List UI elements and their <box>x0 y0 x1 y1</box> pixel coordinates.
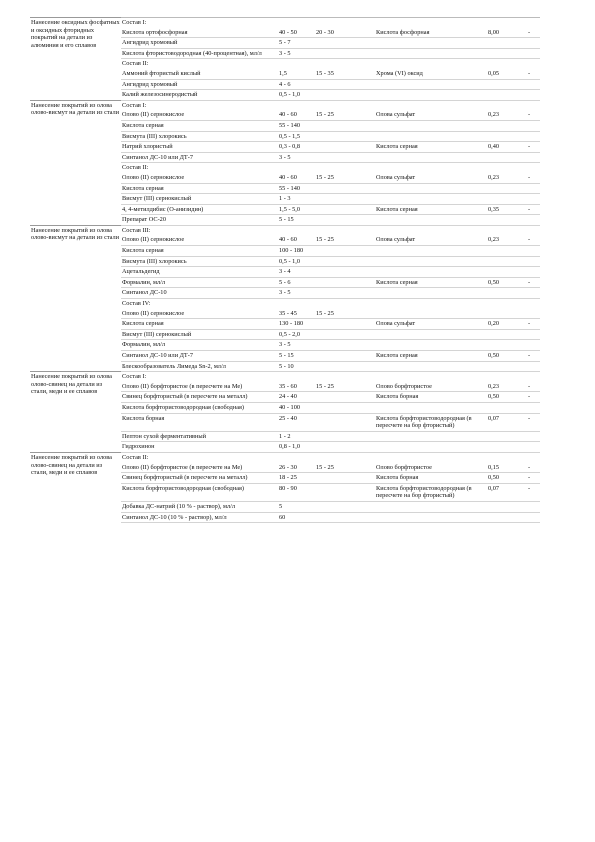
extra-dash <box>527 512 540 523</box>
emitted-substance <box>375 79 482 90</box>
substance-concentration <box>482 246 527 257</box>
chemical-quantity: 0,5 - 1,5 <box>278 131 315 142</box>
composition-heading-row <box>30 100 540 110</box>
substance-concentration: 0,15 <box>482 463 527 473</box>
composition-heading: Состав III: <box>121 225 540 235</box>
chemical-name: Кислота серная <box>121 246 278 257</box>
chemical-name: Олово (II) сернокислое <box>121 235 278 245</box>
chemical-quantity: 80 - 90 <box>278 483 315 501</box>
emitted-substance <box>375 38 482 49</box>
bath-temperature <box>315 120 375 131</box>
bath-temperature <box>315 442 375 453</box>
extra-dash: - <box>527 235 540 245</box>
emitted-substance: Кислота серная <box>375 204 482 215</box>
emitted-substance: Кислота борная <box>375 392 482 403</box>
bath-temperature <box>315 131 375 142</box>
extra-dash <box>527 194 540 205</box>
chemical-name: Висмут (III) сернокислый <box>121 329 278 340</box>
extra-dash <box>527 152 540 163</box>
emitted-substance <box>375 183 482 194</box>
chemical-name: 4, 4-метилдибис (О-анизидин) <box>121 204 278 215</box>
chemical-quantity: 26 - 30 <box>278 463 315 473</box>
composition-heading: Состав I: <box>121 100 540 110</box>
chemical-name: Кислота фтористоводородная (40-процентная), мл/л <box>121 48 278 59</box>
composition-heading-row <box>30 452 540 462</box>
extra-dash <box>527 79 540 90</box>
substance-concentration: 8,00 <box>482 28 527 38</box>
emitted-substance <box>375 442 482 453</box>
extra-dash: - <box>527 382 540 392</box>
chemical-quantity: 24 - 40 <box>278 392 315 403</box>
chemical-name: Формалин, мл/л <box>121 277 278 288</box>
emitted-substance: Кислота борфтористоводородная (в пересчете на бор фтористый) <box>375 413 482 431</box>
substance-concentration <box>482 309 527 319</box>
extra-dash <box>527 38 540 49</box>
chemical-name: Кислота борная <box>121 413 278 431</box>
chemical-name: Добавка ДС-натрий (10 % - раствор), мл/л <box>121 501 278 512</box>
extra-dash: - <box>527 204 540 215</box>
chemical-quantity: 35 - 45 <box>278 309 315 319</box>
bath-temperature <box>315 48 375 59</box>
composition-heading: Состав I: <box>121 18 540 28</box>
bath-temperature <box>315 473 375 484</box>
bath-temperature <box>315 288 375 299</box>
bath-temperature <box>315 277 375 288</box>
emitted-substance: Олова сульфат <box>375 319 482 330</box>
emitted-substance <box>375 90 482 101</box>
operation-cell: Нанесение оксидных фосфатных и оксидных фторидных покрытий на детали из алюминия и его сплавов <box>30 18 121 101</box>
substance-concentration <box>482 512 527 523</box>
chemical-name: Кислота борфтористоводородная (свободная) <box>121 483 278 501</box>
substance-concentration <box>482 38 527 49</box>
emitted-substance <box>375 402 482 413</box>
extra-dash <box>527 131 540 142</box>
substance-concentration: 0,23 <box>482 110 527 120</box>
substance-concentration <box>482 442 527 453</box>
emitted-substance: Кислота серная <box>375 351 482 362</box>
bath-temperature: 15 - 25 <box>315 235 375 245</box>
emitted-substance: Кислота борная <box>375 473 482 484</box>
substance-concentration: 0,07 <box>482 483 527 501</box>
substance-concentration: 0,50 <box>482 277 527 288</box>
bath-temperature <box>315 501 375 512</box>
emitted-substance: Кислота серная <box>375 142 482 153</box>
bath-temperature <box>315 402 375 413</box>
substance-concentration: 0,07 <box>482 413 527 431</box>
chemical-name: Ацетальдегид <box>121 267 278 278</box>
chemical-name: Синтанол ДС-10 или ДТ-7 <box>121 351 278 362</box>
chemical-name: Кислота борфтористоводородная (свободная) <box>121 402 278 413</box>
extra-dash <box>527 431 540 442</box>
chemical-quantity: 40 - 60 <box>278 235 315 245</box>
chemical-quantity: 4 - 6 <box>278 79 315 90</box>
substance-concentration: 0,20 <box>482 319 527 330</box>
substance-concentration <box>482 402 527 413</box>
bath-temperature <box>315 413 375 431</box>
chemical-name: Висмута (III) хлорокись <box>121 131 278 142</box>
emitted-substance <box>375 512 482 523</box>
substance-concentration: 0,50 <box>482 392 527 403</box>
chemical-quantity: 100 - 180 <box>278 246 315 257</box>
process-table <box>30 17 540 523</box>
extra-dash: - <box>527 319 540 330</box>
chemical-name: Свинец борфтористый (в пересчете на металл) <box>121 392 278 403</box>
emitted-substance <box>375 309 482 319</box>
substance-concentration <box>482 90 527 101</box>
extra-dash: - <box>527 69 540 79</box>
substance-concentration <box>482 329 527 340</box>
emitted-substance: Олова сульфат <box>375 110 482 120</box>
chemical-quantity: 0,5 - 1,0 <box>278 90 315 101</box>
substance-concentration: 0,23 <box>482 382 527 392</box>
chemical-quantity: 1 - 3 <box>278 194 315 205</box>
extra-dash: - <box>527 483 540 501</box>
chemical-name: Олово (II) борфтористое (в пересчете на Ме) <box>121 382 278 392</box>
emitted-substance <box>375 267 482 278</box>
emitted-substance: Кислота фосфорная <box>375 28 482 38</box>
substance-concentration: 0,50 <box>482 473 527 484</box>
extra-dash <box>527 442 540 453</box>
chemical-quantity: 3 - 5 <box>278 48 315 59</box>
chemical-name: Натрий хлористый <box>121 142 278 153</box>
bath-temperature <box>315 351 375 362</box>
bath-temperature <box>315 90 375 101</box>
substance-concentration <box>482 152 527 163</box>
chemical-quantity: 40 - 60 <box>278 110 315 120</box>
operation-cell: Нанесение покрытий из олова олово-висмут на детали из стали <box>30 225 121 371</box>
extra-dash <box>527 256 540 267</box>
bath-temperature: 20 - 30 <box>315 28 375 38</box>
chemical-quantity: 55 - 140 <box>278 183 315 194</box>
emitted-substance <box>375 340 482 351</box>
substance-concentration: 0,23 <box>482 235 527 245</box>
emitted-substance <box>375 501 482 512</box>
substance-concentration: 0,05 <box>482 69 527 79</box>
chemical-quantity: 0,8 - 1,0 <box>278 442 315 453</box>
extra-dash <box>527 501 540 512</box>
bath-temperature <box>315 329 375 340</box>
bath-temperature <box>315 194 375 205</box>
emitted-substance: Олова сульфат <box>375 235 482 245</box>
chemical-name: Ангидрид хромовый <box>121 79 278 90</box>
substance-concentration <box>482 361 527 372</box>
emitted-substance <box>375 329 482 340</box>
extra-dash: - <box>527 392 540 403</box>
extra-dash <box>527 246 540 257</box>
composition-heading-row <box>30 225 540 235</box>
bath-temperature: 15 - 25 <box>315 382 375 392</box>
chemical-quantity: 55 - 140 <box>278 120 315 131</box>
substance-concentration <box>482 256 527 267</box>
extra-dash: - <box>527 351 540 362</box>
substance-concentration <box>482 267 527 278</box>
extra-dash: - <box>527 142 540 153</box>
bath-temperature <box>315 392 375 403</box>
chemical-name: Кислота серная <box>121 183 278 194</box>
emitted-substance: Кислота серная <box>375 277 482 288</box>
emitted-substance: Олово борфтористое <box>375 463 482 473</box>
emitted-substance <box>375 431 482 442</box>
chemical-quantity: 1 - 2 <box>278 431 315 442</box>
substance-concentration: 0,40 <box>482 142 527 153</box>
substance-concentration <box>482 215 527 226</box>
operation-cell: Нанесение покрытий из олова олово-висмут на детали из стали <box>30 100 121 225</box>
chemical-quantity: 40 - 60 <box>278 173 315 183</box>
chemical-name: Калий железосинеродистый <box>121 90 278 101</box>
chemical-quantity: 1,5 - 5,0 <box>278 204 315 215</box>
chemical-name: Кислота серная <box>121 319 278 330</box>
extra-dash <box>527 90 540 101</box>
extra-dash: - <box>527 473 540 484</box>
chemical-quantity: 18 - 25 <box>278 473 315 484</box>
chemical-name: Блескообразователь Лимеда Sn-2, мл/л <box>121 361 278 372</box>
chemical-name: Ангидрид хромовый <box>121 38 278 49</box>
extra-dash <box>527 215 540 226</box>
emitted-substance <box>375 215 482 226</box>
chemical-quantity: 40 - 50 <box>278 28 315 38</box>
chemical-quantity: 25 - 40 <box>278 413 315 431</box>
chemical-name: Олово (II) сернокислое <box>121 309 278 319</box>
bath-temperature <box>315 79 375 90</box>
bath-temperature <box>315 361 375 372</box>
extra-dash: - <box>527 28 540 38</box>
chemical-quantity: 40 - 100 <box>278 402 315 413</box>
chemical-quantity: 5 - 10 <box>278 361 315 372</box>
bath-temperature <box>315 246 375 257</box>
composition-heading-row <box>30 18 540 28</box>
extra-dash <box>527 309 540 319</box>
extra-dash <box>527 402 540 413</box>
substance-concentration <box>482 183 527 194</box>
extra-dash: - <box>527 173 540 183</box>
bath-temperature: 15 - 25 <box>315 110 375 120</box>
bath-temperature <box>315 204 375 215</box>
chemical-quantity: 0,3 - 0,8 <box>278 142 315 153</box>
emitted-substance <box>375 256 482 267</box>
chemical-quantity: 0,5 - 2,0 <box>278 329 315 340</box>
emitted-substance <box>375 194 482 205</box>
substance-concentration: 0,35 <box>482 204 527 215</box>
bath-temperature <box>315 215 375 226</box>
chemical-quantity: 5 - 6 <box>278 277 315 288</box>
emitted-substance <box>375 152 482 163</box>
extra-dash: - <box>527 110 540 120</box>
composition-heading: Состав II: <box>121 59 540 69</box>
chemical-name: Свинец борфтористый (в пересчете на металл) <box>121 473 278 484</box>
extra-dash <box>527 120 540 131</box>
bath-temperature <box>315 267 375 278</box>
chemical-name: Висмута (III) хлорокись <box>121 256 278 267</box>
substance-concentration <box>482 288 527 299</box>
emitted-substance: Олово борфтористое <box>375 382 482 392</box>
bath-temperature <box>315 340 375 351</box>
bath-temperature <box>315 142 375 153</box>
extra-dash <box>527 340 540 351</box>
substance-concentration <box>482 340 527 351</box>
extra-dash <box>527 288 540 299</box>
substance-concentration: 0,50 <box>482 351 527 362</box>
emitted-substance: Кислота борфтористоводородная (в пересчете на бор фтористый) <box>375 483 482 501</box>
emitted-substance <box>375 288 482 299</box>
extra-dash <box>527 267 540 278</box>
chemical-name: Кислота ортофосфорная <box>121 28 278 38</box>
chemical-name: Синтанол ДС-10 (10 % - раствор), мл/л <box>121 512 278 523</box>
extra-dash <box>527 361 540 372</box>
composition-heading: Состав II: <box>121 163 540 173</box>
substance-concentration <box>482 120 527 131</box>
chemical-quantity: 5 - 15 <box>278 351 315 362</box>
bath-temperature: 15 - 25 <box>315 173 375 183</box>
bath-temperature <box>315 512 375 523</box>
bath-temperature <box>315 38 375 49</box>
emitted-substance <box>375 131 482 142</box>
composition-heading: Состав II: <box>121 452 540 462</box>
bath-temperature <box>315 319 375 330</box>
chemical-name: Препарат ОС-20 <box>121 215 278 226</box>
chemical-quantity: 5 - 15 <box>278 215 315 226</box>
chemical-quantity: 5 - 7 <box>278 38 315 49</box>
chemical-quantity: 3 - 5 <box>278 152 315 163</box>
emitted-substance <box>375 120 482 131</box>
bath-temperature: 15 - 25 <box>315 309 375 319</box>
substance-concentration <box>482 501 527 512</box>
substance-concentration <box>482 431 527 442</box>
chemical-quantity: 60 <box>278 512 315 523</box>
composition-heading: Состав I: <box>121 372 540 382</box>
chemical-name: Олово (II) сернокислое <box>121 110 278 120</box>
emitted-substance <box>375 246 482 257</box>
substance-concentration <box>482 79 527 90</box>
chemical-name: Аммоний фтористый кислый <box>121 69 278 79</box>
emitted-substance <box>375 48 482 59</box>
extra-dash: - <box>527 413 540 431</box>
bath-temperature <box>315 152 375 163</box>
chemical-quantity: 35 - 60 <box>278 382 315 392</box>
composition-heading-row <box>30 372 540 382</box>
chemical-name: Формалин, мл/л <box>121 340 278 351</box>
substance-concentration: 0,23 <box>482 173 527 183</box>
chemical-name: Синтанол ДС-10 или ДТ-7 <box>121 152 278 163</box>
bath-temperature <box>315 183 375 194</box>
chemical-quantity: 0,5 - 1,0 <box>278 256 315 267</box>
chemical-name: Висмут (III) сернокислый <box>121 194 278 205</box>
chemical-quantity: 1,5 <box>278 69 315 79</box>
chemical-quantity: 3 - 5 <box>278 288 315 299</box>
extra-dash <box>527 183 540 194</box>
extra-dash <box>527 329 540 340</box>
substance-concentration <box>482 194 527 205</box>
extra-dash: - <box>527 277 540 288</box>
substance-concentration <box>482 48 527 59</box>
chemical-name: Гидрохинон <box>121 442 278 453</box>
bath-temperature <box>315 256 375 267</box>
chemical-name: Кислота серная <box>121 120 278 131</box>
operation-cell: Нанесение покрытий из олова олово-свинец на детали из стали, меди и ее сплавов <box>30 452 121 522</box>
substance-concentration <box>482 131 527 142</box>
chemical-quantity: 3 - 4 <box>278 267 315 278</box>
bath-temperature <box>315 431 375 442</box>
chemical-quantity: 5 <box>278 501 315 512</box>
emitted-substance: Олова сульфат <box>375 173 482 183</box>
chemical-quantity: 3 - 5 <box>278 340 315 351</box>
chemical-name: Олово (II) борфтористое (в пересчете на Ме) <box>121 463 278 473</box>
extra-dash: - <box>527 463 540 473</box>
composition-heading: Состав IV: <box>121 299 540 309</box>
operation-cell: Нанесение покрытий из олова олово-свинец на детали из стали, меди и ее сплавов <box>30 372 121 453</box>
chemical-name: Синтанол ДС-10 <box>121 288 278 299</box>
chemical-name: Пептон сухой ферментативный <box>121 431 278 442</box>
chemical-quantity: 130 - 180 <box>278 319 315 330</box>
bath-temperature: 15 - 35 <box>315 69 375 79</box>
bath-temperature <box>315 483 375 501</box>
chemical-name: Олово (II) сернокислое <box>121 173 278 183</box>
emitted-substance: Хрома (VI) оксид <box>375 69 482 79</box>
bath-temperature: 15 - 25 <box>315 463 375 473</box>
extra-dash <box>527 48 540 59</box>
emitted-substance <box>375 361 482 372</box>
